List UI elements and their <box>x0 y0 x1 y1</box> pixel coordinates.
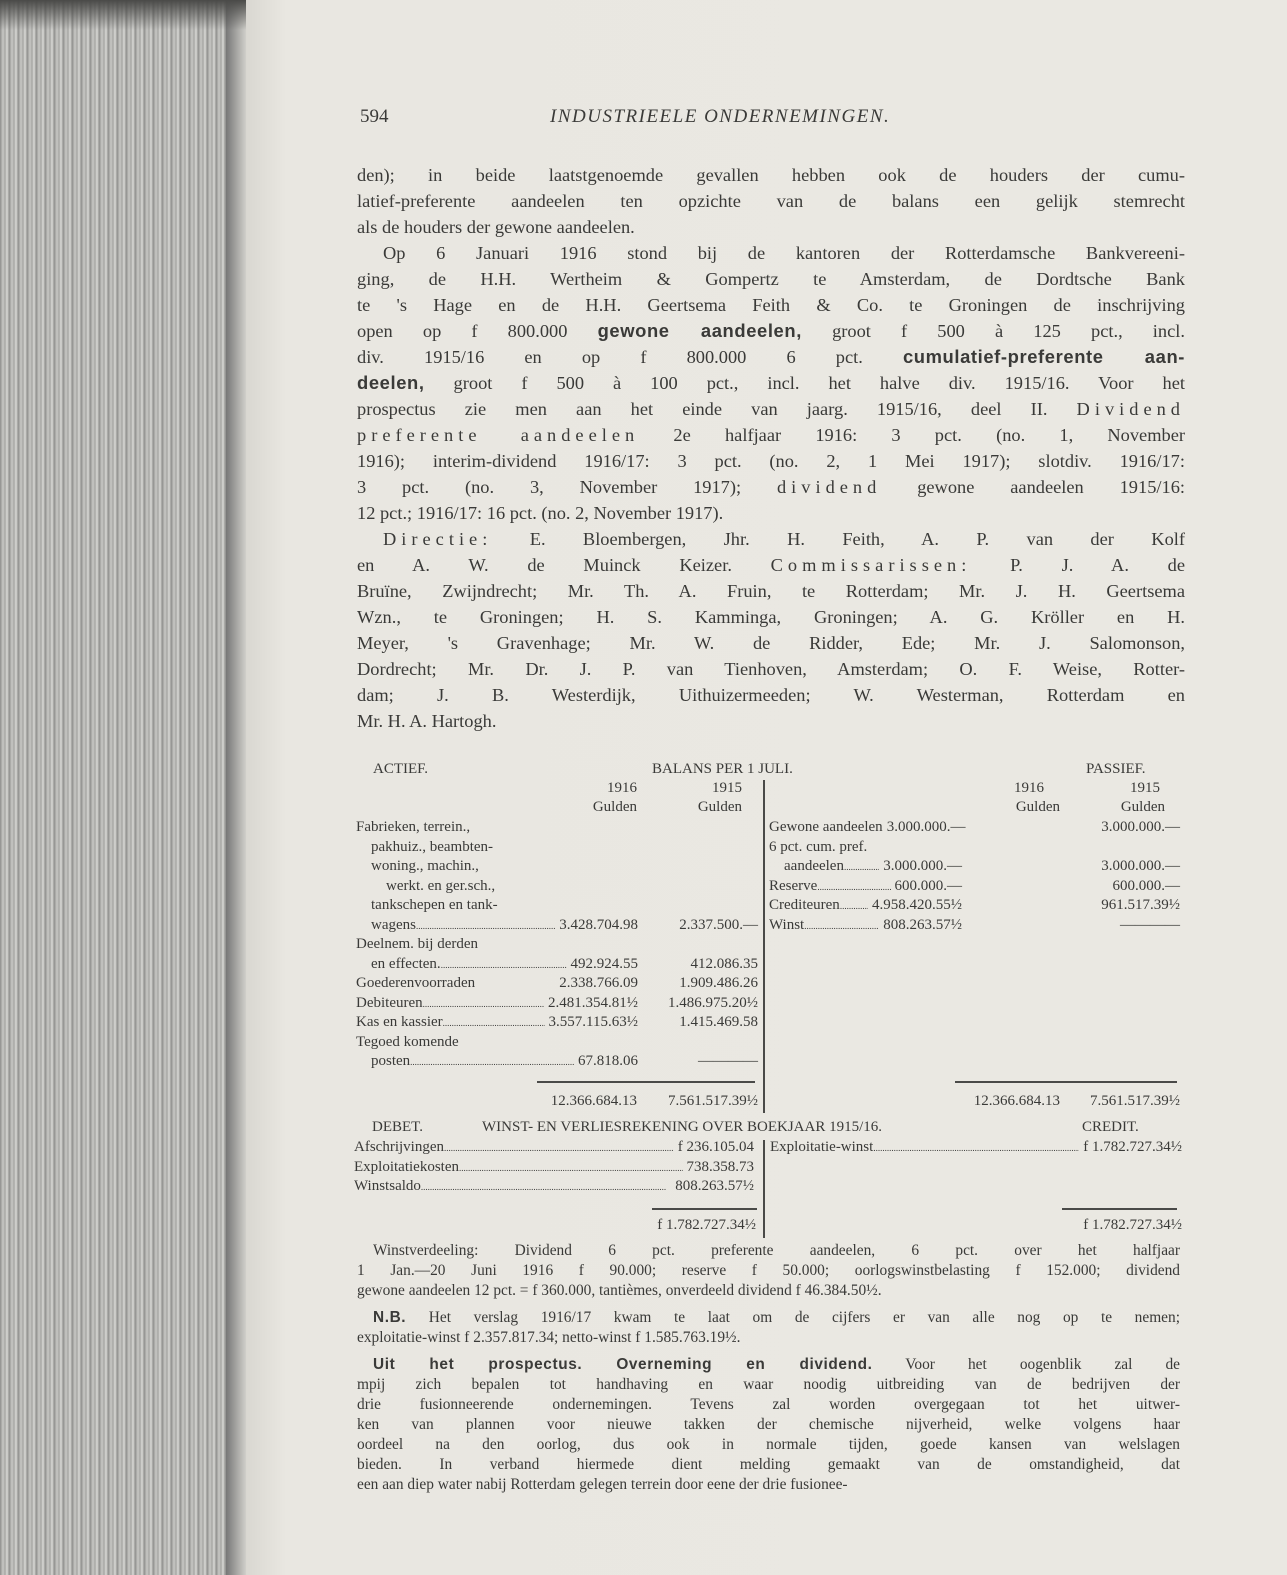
text-line: latief-preferente aandeelen ten opzichte van de balans een gelijk stemrecht <box>357 191 1185 211</box>
bold-phrase: cumulatief-preferente aan- <box>902 346 1186 367</box>
bold-phrase: deelen, <box>357 372 425 393</box>
row-label: Kas en kassier <box>356 1014 443 1030</box>
dot-leader <box>459 1158 683 1179</box>
row-label: woning., machin., <box>371 858 479 874</box>
total-rule <box>955 1081 1177 1083</box>
unit-header: Gulden <box>592 799 637 815</box>
year-header: 1915 <box>1130 780 1160 796</box>
text-line: den); in beide laatstgenoemde gevallen hebben ook de houders der cumu- <box>357 165 1185 185</box>
text-line <box>357 370 1185 396</box>
row-label: aandeelen <box>784 858 844 874</box>
value-1916: 3.557.115.63½ <box>548 1014 638 1030</box>
row-label: pakhuiz., beambten- <box>371 838 494 855</box>
text-segment: Het verslag 1916/17 kwam te laat om de cijfers er van alle nog op te nemen; <box>406 1309 1180 1326</box>
table-row <box>769 877 962 898</box>
passief-heading: PASSIEF. <box>1086 761 1146 777</box>
value-1915: 961.517.39½ <box>1101 897 1180 913</box>
table-row <box>356 994 638 1015</box>
year-header: 1916 <box>607 780 637 796</box>
actief-total-1916: 12.366.684.13 <box>550 1093 637 1109</box>
table-row <box>354 1158 754 1179</box>
debet-heading: DEBET. <box>372 1119 423 1135</box>
dot-leader <box>840 896 868 917</box>
passief-total-1916: 12.366.684.13 <box>973 1093 1060 1109</box>
table-row <box>354 1177 754 1198</box>
value-1916: 2.481.354.81½ <box>548 994 638 1011</box>
table-row <box>356 935 478 955</box>
row-label: Exploitatie-winst <box>770 1139 874 1155</box>
text-line: Dordrecht; Mr. Dr. J. P. van Tienhoven, Amsterdam; O. F. Weise, Rotter- <box>357 659 1185 679</box>
row-label: Reserve <box>769 877 818 894</box>
row-label: Goederenvoorraden <box>356 975 476 991</box>
text-line <box>357 552 1185 578</box>
dot-leader <box>817 877 890 898</box>
nb-note <box>357 1308 1180 1348</box>
text-segment: gewone aandeelen 1915/16: <box>881 477 1185 497</box>
bold-phrase: N.B. <box>373 1309 407 1326</box>
text-line <box>357 1355 1180 1375</box>
row-label: Winstsaldo <box>354 1178 421 1194</box>
text-line: Op 6 Januari 1916 stond bij de kantoren der Rotterdamsche Bankvereeni- <box>383 243 1185 263</box>
text-line: exploitatie-winst f 2.357.817.34; netto-winst f 1.585.763.19½. <box>357 1329 741 1346</box>
dot-leader <box>475 974 555 994</box>
table-row <box>354 1138 754 1159</box>
row-label: Winst <box>769 916 805 933</box>
passief-total-1915: 7.561.517.39½ <box>1090 1093 1180 1109</box>
value-1915: 412.086.35 <box>690 955 758 972</box>
value-1915: 3.000.000.— <box>1101 819 1180 835</box>
table-row <box>784 857 962 878</box>
table-row <box>371 896 498 916</box>
text-line: oordeel na den oorlog, dus ook in normale tijden, goede kansen van welslagen <box>357 1436 1180 1453</box>
text-line: ken van plannen voor nieuwe takken der chemische nijverheid, welke volgens haar <box>357 1416 1180 1433</box>
year-header: 1916 <box>1014 780 1044 796</box>
value-1916: 3.000.000.— <box>883 858 962 874</box>
credit-total: f 1.782.727.34½ <box>1083 1217 1182 1233</box>
text-segment: 3 pct. (no. 3, November 1917); <box>357 477 777 497</box>
value-1916: 808.263.57½ <box>883 916 962 933</box>
book-page-edges <box>0 0 246 1575</box>
row-label: posten <box>371 1053 411 1069</box>
table-row <box>769 818 966 839</box>
text-segment: P. J. A. de <box>971 555 1185 575</box>
value-1915: 3.000.000.— <box>1101 858 1180 874</box>
text-line: Meyer, 's Gravenhage; Mr. W. de Ridder, Ede; Mr. J. Salomonson, <box>357 633 1185 653</box>
value-1915: 1.486.975.20½ <box>668 994 758 1011</box>
value-1916: 67.818.06 <box>578 1053 638 1069</box>
text-line <box>357 1308 1180 1328</box>
value-1916: 3.000.000.— <box>886 819 966 835</box>
dot-leader <box>423 994 544 1015</box>
table-row <box>386 877 495 897</box>
text-line: gewone aandeelen 12 pct. = f 360.000, tantièmes, onverdeeld dividend f 46.384.50½. <box>357 1282 882 1299</box>
total-rule <box>537 1081 755 1083</box>
text-line: 1 Jan.—20 Juni 1916 f 90.000; reserve f 50.000; oorlogswinstbelasting f 152.000; dividend <box>357 1262 1180 1279</box>
row-label: Exploitatiekosten <box>354 1158 459 1175</box>
value-1915: ———— <box>698 1053 758 1069</box>
table-row <box>371 838 493 858</box>
spaced-phrase: dividend <box>776 477 882 497</box>
text-line: bieden. In verband hiermede dient melding gemaakt van de omstandigheid, dat <box>357 1456 1180 1473</box>
body-text <box>357 162 1185 734</box>
text-line <box>357 422 1185 448</box>
row-label: 6 pct. cum. pref. <box>769 838 868 855</box>
balance-title: BALANS PER 1 JULI. <box>652 761 793 777</box>
column-divider <box>763 1140 765 1238</box>
dot-leader <box>421 1177 671 1198</box>
spaced-phrase: Commissarissen: <box>770 555 972 575</box>
text-segment: E. Bloembergen, Jhr. H. Feith, A. P. van der Kolf <box>492 529 1185 549</box>
table-row <box>371 857 479 877</box>
row-label: Tegoed komende <box>356 1033 459 1050</box>
text-segment: prospectus zie men aan het einde van jaarg. 1915/16, deel II. <box>357 399 1077 419</box>
text-line: Bruïne, Zwijndrecht; Mr. Th. A. Fruin, te Rotterdam; Mr. J. H. Geertsema <box>357 581 1185 601</box>
text-line: 12 pct.; 1916/17: 16 pct. (no. 2, November 1917). <box>357 503 724 523</box>
row-label: tankschepen en tank- <box>371 897 498 913</box>
row-label: werkt. en ger.sch., <box>386 877 496 894</box>
unit-header: Gulden <box>697 799 742 815</box>
text-line: drie fusionneerende ondernemingen. Tevens zal worden overgegaan tot het uitwer- <box>357 1396 1180 1413</box>
unit-header: Gulden <box>1120 799 1165 815</box>
text-line <box>357 474 1185 500</box>
table-row <box>371 955 638 976</box>
text-line <box>357 526 1185 552</box>
spaced-phrase: preferente aandeelen <box>357 425 640 445</box>
actief-total-1915: 7.561.517.39½ <box>668 1093 758 1109</box>
value-1915: 600.000.— <box>1112 877 1180 894</box>
value-1915: 1.909.486.26 <box>679 975 758 991</box>
bold-phrase: gewone aandeelen, <box>597 320 802 341</box>
text-segment: Winstverdeeling: Dividend 6 pct. preferente aandeelen, 6 pct. over het halfjaar <box>373 1242 1180 1259</box>
value-1915: 2.337.500.— <box>679 916 758 933</box>
text-line: Wzn., te Groningen; H. S. Kamminga, Groningen; A. G. Kröller en H. <box>357 607 1185 627</box>
dot-leader <box>844 857 879 878</box>
total-rule <box>1062 1208 1177 1210</box>
table-row <box>769 838 867 858</box>
dot-leader <box>416 916 555 937</box>
value-1915: ———— <box>1120 916 1180 933</box>
text-segment: open op f 800.000 <box>357 321 598 341</box>
credit-heading: CREDIT. <box>1082 1119 1139 1135</box>
value-1916: 600.000.— <box>894 877 962 894</box>
text-segment: div. 1915/16 en op f 800.000 6 pct. <box>357 347 903 367</box>
dot-leader <box>443 1013 545 1034</box>
year-header: 1915 <box>712 780 742 796</box>
debet-total: f 1.782.727.34½ <box>657 1217 756 1233</box>
value-amount: f 1.782.727.34½ <box>1083 1139 1182 1155</box>
value-1916: 2.338.766.09 <box>559 975 638 991</box>
table-row <box>371 1052 638 1073</box>
text-line: als de houders der gewone aandeelen. <box>357 217 635 237</box>
text-line <box>357 344 1185 370</box>
text-segment: 2e halfjaar 1916: 3 pct. (no. 1, November <box>639 425 1185 445</box>
value-1916: 3.428.704.98 <box>559 916 638 933</box>
row-label: Deelnem. bij derden <box>356 936 479 952</box>
text-line <box>357 1241 1180 1261</box>
row-label: Crediteuren <box>769 897 840 913</box>
text-segment: en A. W. de Muinck Keizer. <box>357 555 771 575</box>
page-number: 594 <box>360 106 389 127</box>
text-line <box>357 396 1185 422</box>
prospectus-note <box>357 1355 1180 1495</box>
scan-shadow <box>0 0 246 30</box>
text-line: te 's Hage en de H.H. Geertsema Feith & Co. te Groningen de inschrijving <box>357 295 1185 315</box>
column-divider <box>763 780 765 1113</box>
dot-leader <box>410 1052 574 1073</box>
table-row <box>371 916 638 937</box>
value-amount: 738.358.73 <box>686 1158 754 1175</box>
spaced-phrase: Directie: <box>383 529 493 549</box>
dot-leader <box>444 1138 674 1159</box>
running-head: INDUSTRIEELE ONDERNEMINGEN. <box>550 106 891 127</box>
table-row <box>769 916 962 937</box>
actief-heading: ACTIEF. <box>373 761 429 777</box>
text-line: mpij zich bepalen tot handhaving en waar noodig uitbreiding van de bedrijven der <box>357 1376 1180 1393</box>
value-1916: 492.924.55 <box>570 955 638 972</box>
value-amount: f 236.105.04 <box>677 1139 754 1155</box>
text-segment: groot f 500 à 100 pct., incl. het halve div. 1915/16. Voor het <box>424 373 1185 393</box>
row-label: wagens <box>371 916 416 933</box>
dot-leader <box>441 955 567 976</box>
dot-leader <box>804 916 879 937</box>
table-row <box>356 974 638 994</box>
text-line: Mr. H. A. Hartogh. <box>357 711 497 731</box>
text-segment: Voor het oogenblik zal de <box>872 1356 1180 1373</box>
text-line <box>357 318 1185 344</box>
text-segment: groot f 500 à 125 pct., incl. <box>801 321 1185 341</box>
text-line: een aan diep water nabij Rotterdam gelegen terrein door eene der drie fusionee- <box>357 1476 848 1493</box>
table-row <box>769 896 962 917</box>
spaced-phrase: Dividend <box>1076 399 1185 419</box>
row-label: Fabrieken, terrein., <box>356 819 471 835</box>
value-1915: 1.415.469.58 <box>679 1014 758 1030</box>
table-row <box>356 1013 638 1034</box>
table-row <box>356 818 470 838</box>
value-amount: 808.263.57½ <box>675 1178 754 1194</box>
total-rule <box>652 1208 757 1210</box>
row-label: Gewone aandeelen <box>769 819 883 835</box>
table-row <box>770 1138 1182 1159</box>
row-label: Debiteuren <box>356 994 423 1011</box>
row-label: Afschrijvingen <box>354 1139 444 1155</box>
winstverdeeling-note <box>357 1241 1180 1301</box>
table-row <box>356 1033 459 1053</box>
text-line: ging, de H.H. Wertheim & Gompertz te Amsterdam, de Dordtsche Bank <box>357 269 1185 289</box>
row-label: en effecten. <box>371 955 441 972</box>
dot-leader <box>873 1138 1079 1159</box>
bold-phrase: Uit het prospectus. Overneming en dividend. <box>373 1356 873 1373</box>
text-line: dam; J. B. Westerdijk, Uithuizermeeden; W. Westerman, Rotterdam en <box>357 685 1185 705</box>
pl-title: WINST- EN VERLIESREKENING OVER BOEKJAAR 1915/16. <box>482 1119 882 1135</box>
value-1916: 4.958.420.55½ <box>872 897 962 913</box>
unit-header: Gulden <box>1015 799 1060 815</box>
text-line: 1916); interim-dividend 1916/17: 3 pct. (no. 2, 1 Mei 1917); slotdiv. 1916/17: <box>357 451 1185 471</box>
